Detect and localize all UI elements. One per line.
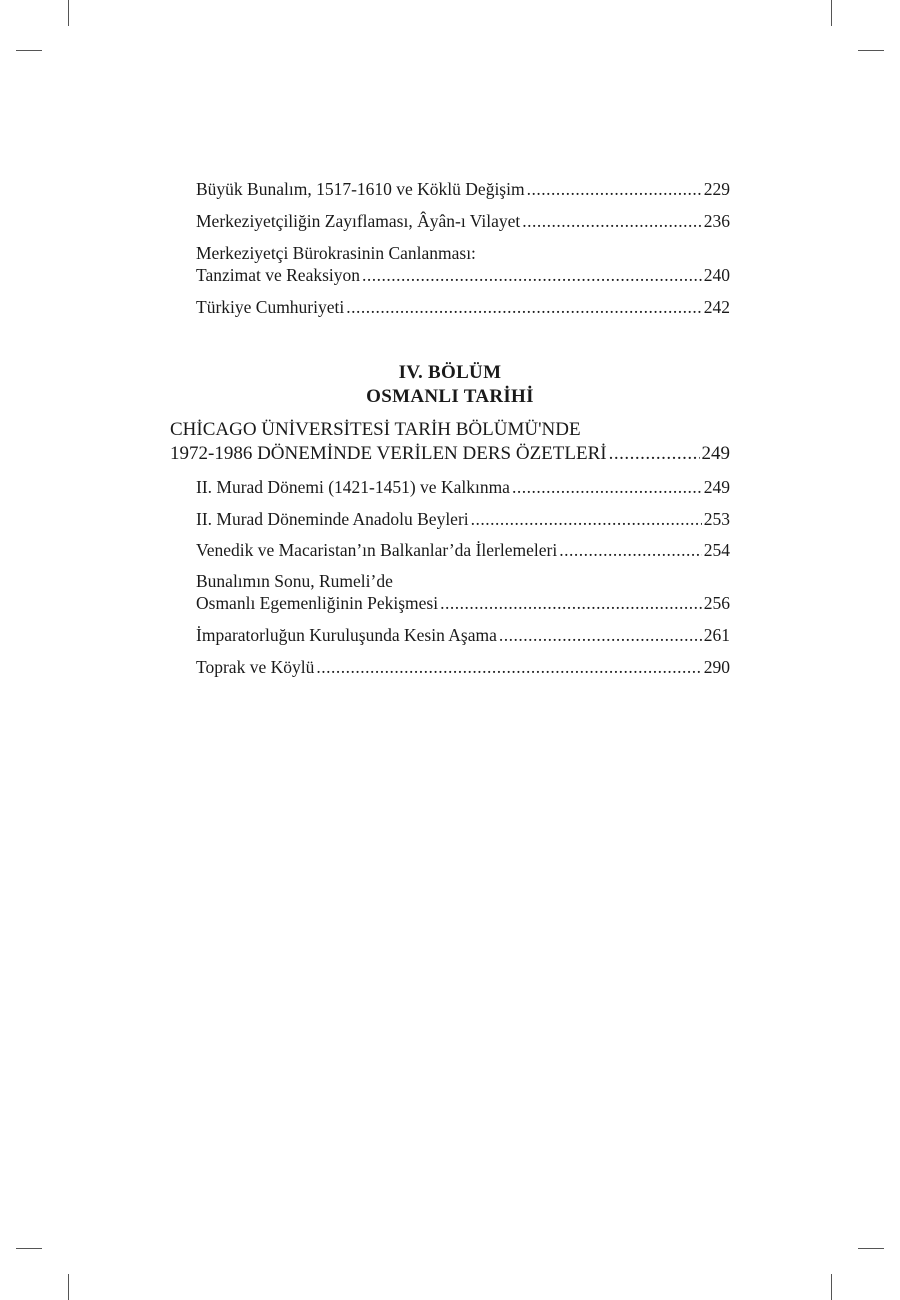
toc-entry-title: Tanzimat ve Reaksiyon bbox=[196, 265, 361, 285]
toc-entry-title-line1: Merkeziyetçi Bürokrasinin Canlanması: bbox=[196, 243, 476, 263]
chapter-page: 249 bbox=[701, 443, 730, 464]
crop-mark-bottom-right bbox=[831, 1274, 832, 1300]
toc-entry-page: 242 bbox=[703, 297, 730, 317]
dot-leader bbox=[440, 592, 702, 614]
toc-entry-page: 249 bbox=[703, 477, 730, 497]
toc-entry-page: 229 bbox=[703, 179, 730, 199]
toc-entry-page: 236 bbox=[703, 211, 730, 231]
dot-leader bbox=[522, 210, 702, 232]
toc-entry[interactable] bbox=[196, 476, 730, 498]
toc-entry-title: Merkeziyetçiliğin Zayıflaması, Âyân-ı Vilayet bbox=[196, 211, 521, 231]
toc-entry[interactable] bbox=[196, 508, 730, 530]
toc-entry-title: II. Murad Dönemi (1421-1451) ve Kalkınma bbox=[196, 477, 510, 497]
part-title-heading: OSMANLI TARİHİ bbox=[366, 386, 534, 407]
toc-entry-page: 240 bbox=[703, 265, 730, 285]
dot-leader bbox=[527, 178, 702, 200]
toc-entry[interactable] bbox=[196, 210, 730, 232]
toc-entry-title: Türkiye Cumhuriyeti bbox=[196, 297, 345, 317]
toc-entry[interactable] bbox=[196, 296, 730, 318]
toc-entry[interactable] bbox=[196, 178, 730, 200]
chapter-title: 1972-1986 DÖNEMİNDE VERİLEN DERS ÖZETLERİ bbox=[170, 443, 607, 464]
toc-entry[interactable] bbox=[196, 570, 730, 614]
dot-leader bbox=[346, 296, 702, 318]
toc-entry-page: 254 bbox=[703, 540, 730, 560]
dot-leader bbox=[559, 539, 702, 561]
chapter-title-line1: CHİCAGO ÜNİVERSİTESİ TARİH BÖLÜMÜ'NDE bbox=[170, 419, 581, 440]
toc-entry[interactable] bbox=[196, 539, 730, 561]
crop-mark-right-bottom bbox=[858, 1248, 884, 1249]
crop-mark-bottom-left bbox=[68, 1274, 69, 1300]
part-number-heading: IV. BÖLÜM bbox=[398, 362, 502, 383]
toc-entry-title: Toprak ve Köylü bbox=[196, 657, 315, 677]
toc-entry[interactable] bbox=[196, 242, 730, 286]
toc-entry-page: 253 bbox=[703, 509, 730, 529]
dot-leader bbox=[512, 476, 702, 498]
toc-entry-page: 256 bbox=[703, 593, 730, 613]
toc-entry-title-line1: Bunalımın Sonu, Rumeli’de bbox=[196, 571, 393, 591]
dot-leader bbox=[362, 264, 702, 286]
toc-entry[interactable] bbox=[196, 624, 730, 646]
dot-leader bbox=[499, 624, 702, 646]
crop-mark-top-left bbox=[68, 0, 69, 26]
toc-entry-title: Venedik ve Macaristan’ın Balkanlar’da İlerlemeleri bbox=[196, 540, 558, 560]
toc-entry-page: 290 bbox=[703, 657, 730, 677]
crop-mark-right-top bbox=[858, 50, 884, 51]
toc-entry-title: İmparatorluğun Kuruluşunda Kesin Aşama bbox=[196, 625, 497, 645]
toc-entry-title: Osmanlı Egemenliğinin Pekişmesi bbox=[196, 593, 439, 613]
dot-leader bbox=[471, 508, 702, 530]
crop-mark-top-right bbox=[831, 0, 832, 26]
toc-entry-title: II. Murad Döneminde Anadolu Beyleri bbox=[196, 509, 469, 529]
toc-entry-title: Büyük Bunalım, 1517-1610 ve Köklü Değişim bbox=[196, 179, 525, 199]
toc-entry-page: 261 bbox=[703, 625, 730, 645]
dot-leader bbox=[316, 656, 701, 678]
crop-mark-left-bottom bbox=[16, 1248, 42, 1249]
chapter-entry[interactable] bbox=[170, 418, 730, 466]
toc-entry[interactable] bbox=[196, 656, 730, 678]
crop-mark-left-top bbox=[16, 50, 42, 51]
dot-leader bbox=[609, 442, 700, 466]
